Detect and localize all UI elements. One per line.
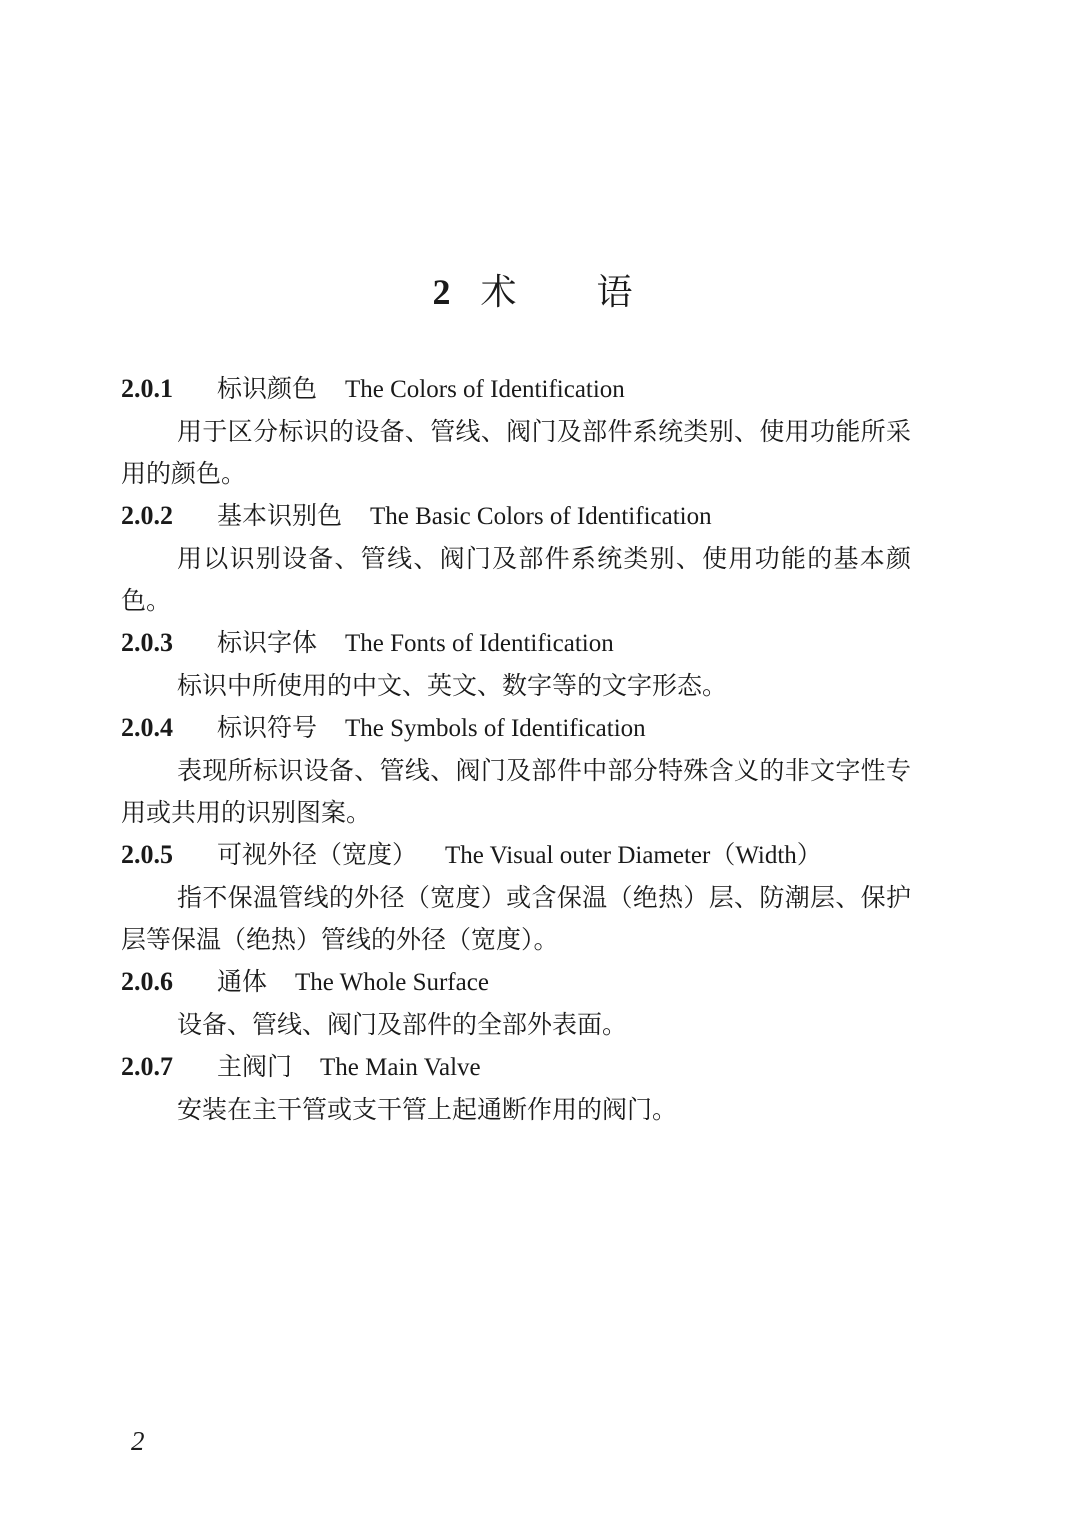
term-english: The Visual outer Diameter（Width）: [445, 842, 822, 869]
term-clause: [121, 495, 911, 622]
term-chinese: 标识字体: [217, 628, 318, 657]
clause-number: 2.0.1: [121, 374, 173, 403]
term-chinese: 基本识别色: [217, 501, 343, 530]
clause-number: 2.0.7: [121, 1052, 173, 1081]
term-chinese: 标识颜色: [217, 374, 318, 403]
chapter-title-text: 术语: [480, 272, 713, 313]
clause-heading: [121, 961, 911, 1004]
term-definition: 安装在主干管或支干管上起通断作用的阀门。: [177, 1095, 678, 1124]
term-english: The Basic Colors of Identification: [370, 503, 712, 530]
page-number: 2: [131, 1426, 145, 1456]
term-clause: [121, 622, 911, 707]
clause-heading: [121, 1046, 911, 1089]
term-definition: 用以识别设备、管线、阀门及部件系统类别、使用功能的基本颜色。: [121, 544, 911, 615]
clause-number: 2.0.2: [121, 501, 173, 530]
term-clause: [121, 368, 911, 495]
term-english: The Colors of Identification: [345, 376, 625, 403]
term-definition: 表现所标识设备、管线、阀门及部件中部分特殊含义的非文字性专用或共用的识别图案。: [121, 756, 911, 827]
chapter-title: [0, 266, 1065, 319]
term-english: The Whole Surface: [295, 969, 489, 996]
term-clause: [121, 707, 911, 834]
clause-number: 2.0.4: [121, 713, 173, 742]
clause-number: 2.0.6: [121, 967, 173, 996]
term-chinese: 可视外径（宽度）: [217, 840, 418, 869]
term-chinese: 通体: [217, 967, 268, 996]
term-english: The Symbols of Identification: [345, 715, 646, 742]
chapter-number: 2: [432, 272, 451, 312]
term-clause: [121, 834, 911, 961]
term-clause: [121, 1046, 911, 1131]
clause-heading: [121, 495, 911, 538]
term-definition: 标识中所使用的中文、英文、数字等的文字形态。: [177, 671, 728, 700]
clause-heading: [121, 622, 911, 665]
term-english: The Main Valve: [320, 1054, 481, 1081]
clause-heading: [121, 368, 911, 411]
term-definition: 设备、管线、阀门及部件的全部外表面。: [177, 1010, 628, 1039]
term-english: The Fonts of Identification: [345, 630, 614, 657]
clause-heading: [121, 707, 911, 750]
term-clause: [121, 961, 911, 1046]
clause-heading: [121, 834, 911, 877]
term-chinese: 标识符号: [217, 713, 318, 742]
clause-number: 2.0.3: [121, 628, 173, 657]
term-definition: 用于区分标识的设备、管线、阀门及部件系统类别、使用功能所采用的颜色。: [121, 417, 911, 488]
terms-list: [121, 368, 911, 1131]
term-chinese: 主阀门: [217, 1052, 293, 1081]
clause-number: 2.0.5: [121, 840, 173, 869]
term-definition: 指不保温管线的外径（宽度）或含保温（绝热）层、防潮层、保护层等保温（绝热）管线的外径（宽度）。: [121, 883, 911, 954]
